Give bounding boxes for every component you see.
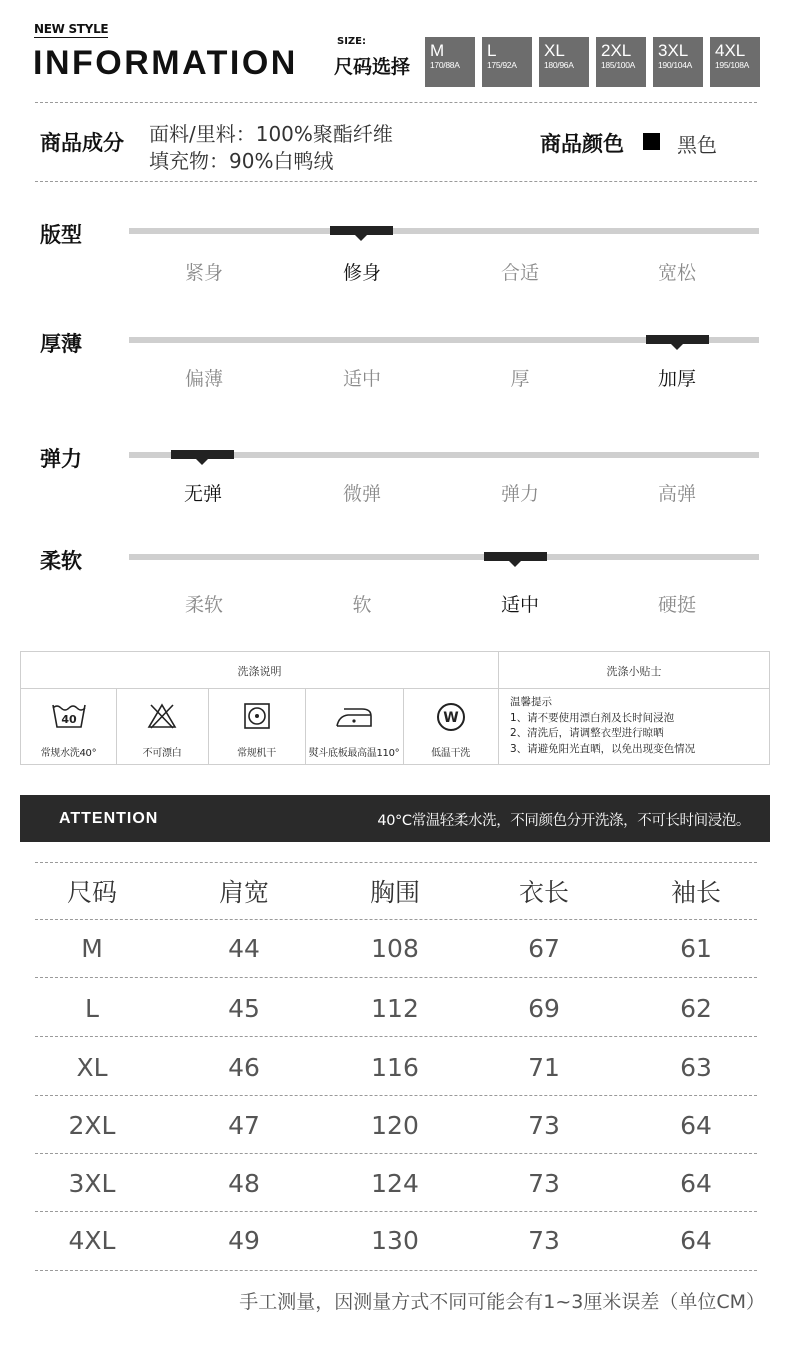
scale-marker xyxy=(646,335,709,344)
table-cell: 49 xyxy=(228,1226,260,1255)
size-chip-label: 2XL xyxy=(601,41,632,60)
table-cell: 64 xyxy=(680,1226,712,1255)
wash-tips xyxy=(510,695,695,757)
size-chip-l[interactable] xyxy=(482,37,532,87)
size-label-en: SIZE: xyxy=(337,36,367,47)
divider xyxy=(35,919,757,920)
material-label: 商品成分 xyxy=(40,131,124,155)
table-cell: 64 xyxy=(680,1111,712,1140)
size-chip-3xl[interactable] xyxy=(653,37,703,87)
column-header: 尺码 xyxy=(66,878,117,907)
scale-option-selected: 无弹 xyxy=(183,483,222,505)
table-row xyxy=(0,934,790,974)
new-style-tag: NEW STYLE xyxy=(34,22,109,36)
scale-title: 柔软 xyxy=(40,549,82,573)
scale-option-selected: 修身 xyxy=(342,262,381,284)
measurement-note: 手工测量，因测量方式不同可能会有1~3厘米误差（单位CM） xyxy=(239,1291,765,1313)
divider xyxy=(35,1270,757,1271)
size-chip-label: L xyxy=(487,41,497,60)
divider xyxy=(35,1095,757,1096)
scale-title: 厚薄 xyxy=(40,332,82,356)
table-cell: 73 xyxy=(528,1226,560,1255)
scale-option: 弹力 xyxy=(500,483,539,505)
table-cell: 47 xyxy=(228,1111,260,1140)
column-header: 胸围 xyxy=(369,878,420,907)
scale-option-selected: 适中 xyxy=(500,594,539,616)
column-header: 袖长 xyxy=(670,878,721,907)
scale-option: 高弹 xyxy=(657,483,696,505)
scale-option: 适中 xyxy=(342,368,381,390)
scale-title: 弹力 xyxy=(40,447,82,471)
scale-option: 宽松 xyxy=(657,262,696,284)
size-chip-label: 4XL xyxy=(715,41,746,60)
scale-marker xyxy=(171,450,234,459)
attention-bar xyxy=(20,795,770,842)
scale-option: 合适 xyxy=(500,262,539,284)
table-cell: 61 xyxy=(680,934,712,963)
table-cell: L xyxy=(85,994,99,1023)
divider xyxy=(35,862,757,863)
scale-option: 微弹 xyxy=(342,483,381,505)
scale-title: 版型 xyxy=(40,223,82,247)
table-cell: 73 xyxy=(528,1111,560,1140)
size-chip-spec: 195/108A xyxy=(715,60,749,70)
table-cell: 67 xyxy=(528,934,560,963)
table-cell: 120 xyxy=(371,1111,419,1140)
size-chip-spec: 180/96A xyxy=(544,60,574,70)
scale-track xyxy=(129,554,759,560)
table-cell: M xyxy=(81,934,103,963)
wash-label: 常规水洗40° xyxy=(40,748,97,759)
scale-option: 硬挺 xyxy=(657,594,696,616)
tips-title: 温馨提示 xyxy=(510,696,552,708)
wash-label: 常规机干 xyxy=(237,748,276,759)
wash-cell xyxy=(116,689,208,765)
table-row xyxy=(0,1169,790,1209)
scale-track xyxy=(129,337,759,343)
size-chip-xl[interactable] xyxy=(539,37,589,87)
color-value: 黑色 xyxy=(677,133,717,157)
no-bleach-icon xyxy=(147,702,177,730)
scale-option: 偏薄 xyxy=(184,368,223,390)
table-row xyxy=(0,1226,790,1266)
scale-track xyxy=(129,452,759,458)
divider xyxy=(35,1036,757,1037)
scale-option-selected: 加厚 xyxy=(657,368,696,390)
color-label: 商品颜色 xyxy=(540,132,624,156)
attention-title: ATTENTION xyxy=(59,810,159,827)
table-row xyxy=(0,1111,790,1151)
size-chip-spec: 170/88A xyxy=(430,60,460,70)
table-row xyxy=(0,1053,790,1093)
divider xyxy=(35,181,757,182)
material-fabric: 面料/里料：100%聚酯纤维 xyxy=(149,122,393,146)
tips-line: 2、清洗后，请调整衣型进行晾晒 xyxy=(510,727,664,739)
table-cell: 45 xyxy=(228,994,260,1023)
size-label-cn: 尺码选择 xyxy=(334,56,411,78)
size-selector xyxy=(425,37,760,87)
scale-option: 厚 xyxy=(510,368,530,390)
size-chip-spec: 190/104A xyxy=(658,60,692,70)
size-chip-label: M xyxy=(430,41,445,60)
column-header: 肩宽 xyxy=(218,878,269,907)
divider xyxy=(35,1153,757,1154)
table-cell: 112 xyxy=(371,994,419,1023)
size-table-header xyxy=(0,873,790,913)
wash-cell xyxy=(305,689,403,765)
scale-option: 软 xyxy=(352,594,372,616)
table-cell: 130 xyxy=(371,1226,419,1255)
table-cell: 62 xyxy=(680,994,712,1023)
wash-cell xyxy=(403,689,498,765)
table-cell: 46 xyxy=(228,1053,260,1082)
table-cell: 63 xyxy=(680,1053,712,1082)
divider xyxy=(35,102,757,103)
scale-marker xyxy=(330,226,393,235)
tumble-dry-icon xyxy=(243,702,271,730)
size-chip-4xl[interactable] xyxy=(710,37,760,87)
page-title: INFORMATION xyxy=(33,44,298,82)
table-row xyxy=(0,994,790,1034)
tips-line: 1、请不要使用漂白剂及长时间浸泡 xyxy=(510,711,675,724)
table-cell: 3XL xyxy=(68,1169,116,1198)
iron-icon xyxy=(334,702,374,730)
wash-40-icon xyxy=(51,702,87,730)
tips-line: 3、请避免阳光直晒，以免出现变色情况 xyxy=(510,742,696,755)
wash-table xyxy=(20,651,770,765)
table-cell: 2XL xyxy=(68,1111,116,1140)
wash-temp-text: 40 xyxy=(60,713,77,726)
size-chip-m[interactable] xyxy=(425,37,475,87)
table-cell: XL xyxy=(76,1053,108,1082)
color-swatch xyxy=(643,133,660,150)
scale-option: 紧身 xyxy=(184,262,223,284)
table-cell: 116 xyxy=(371,1053,419,1082)
table-cell: 48 xyxy=(228,1169,260,1198)
column-header: 衣长 xyxy=(518,878,569,907)
wet-clean-icon xyxy=(436,702,466,732)
attention-message: 40°C常温轻柔水洗，不同颜色分开洗涤，不可长时间浸泡。 xyxy=(377,813,750,829)
scale-marker xyxy=(484,552,547,561)
material-filling: 填充物：90%白鸭绒 xyxy=(149,149,334,173)
table-cell: 73 xyxy=(528,1169,560,1198)
size-chip-label: XL xyxy=(544,41,565,60)
scale-track xyxy=(129,228,759,234)
wash-label: 低温干洗 xyxy=(431,748,470,759)
table-cell: 4XL xyxy=(68,1226,116,1255)
table-cell: 44 xyxy=(228,934,260,963)
wash-label: 不可漂白 xyxy=(142,748,182,759)
table-cell: 124 xyxy=(371,1169,419,1198)
size-chip-2xl[interactable] xyxy=(596,37,646,87)
size-chip-spec: 175/92A xyxy=(487,60,517,70)
size-chip-label: 3XL xyxy=(658,41,689,60)
divider xyxy=(35,1211,757,1212)
wash-tips-header: 洗涤小贴士 xyxy=(606,665,662,678)
wet-clean-letter: W xyxy=(442,710,459,726)
divider xyxy=(35,977,757,978)
table-cell: 69 xyxy=(528,994,560,1023)
table-cell: 108 xyxy=(371,934,419,963)
wash-instructions-header: 洗涤说明 xyxy=(237,665,282,678)
wash-cell xyxy=(208,689,305,765)
size-chip-spec: 185/100A xyxy=(601,60,635,70)
table-cell: 64 xyxy=(680,1169,712,1198)
scale-option: 柔软 xyxy=(184,594,223,616)
wash-label: 熨斗底板最高温110° xyxy=(308,748,400,759)
wash-cell xyxy=(21,689,116,765)
table-cell: 71 xyxy=(528,1053,560,1082)
